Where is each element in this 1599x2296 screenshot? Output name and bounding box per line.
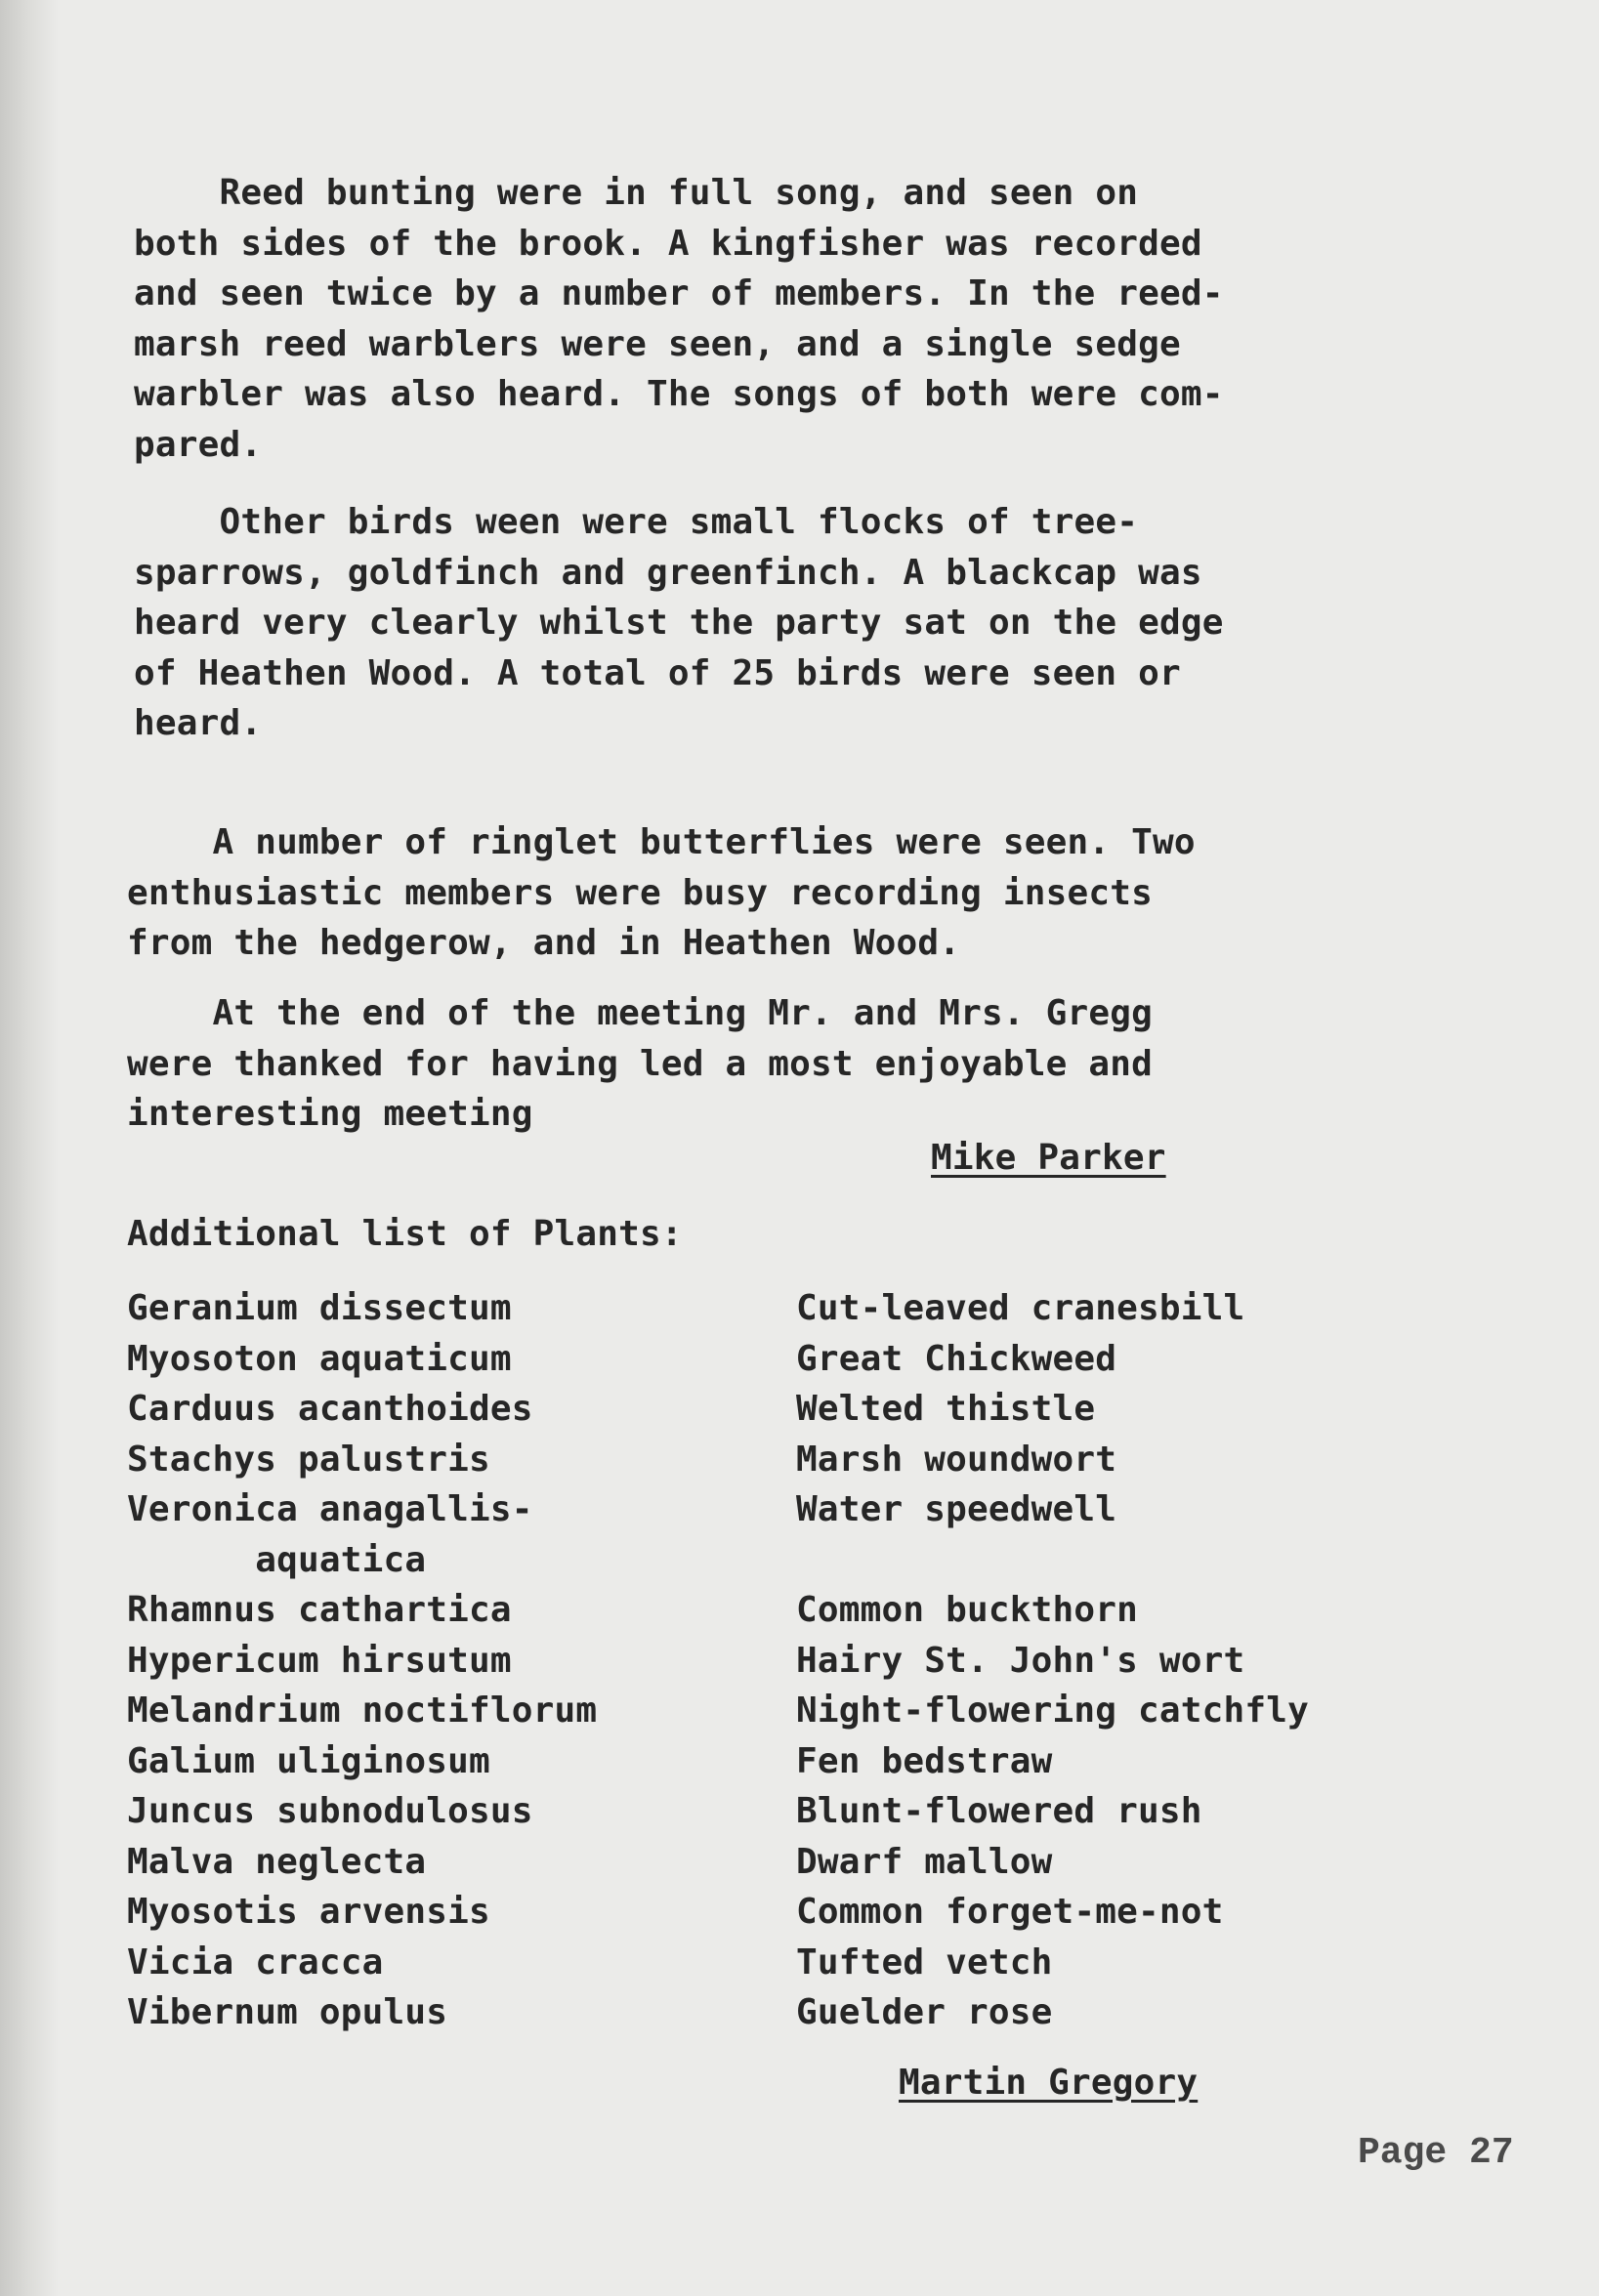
paragraph-end-of-meeting: At the end of the meeting Mr. and Mrs. Gregg were thanked for having led a most enjoyable and interesting meeting — [127, 993, 1153, 1134]
plant-list-heading: Additional list of Plants: — [127, 1214, 683, 1254]
binding-shadow — [0, 0, 59, 2296]
paragraph-butterflies: A number of ringlet butterflies were seen. Two enthusiastic members were busy recording insects from the hedgerow, and in Heathen Wood. — [127, 822, 1196, 963]
signature-mike-parker: Mike Parker — [931, 1138, 1166, 1178]
paragraph-other-birds: Other birds ween were small flocks of tree- sparrows, goldfinch and greenfinch. A blackcap was heard very clearly whilst the party sat on the edge of Heathen Wood. A total of 25 birds were seen or heard. — [134, 502, 1224, 743]
plant-list-common-names: Cut-leaved cranesbill Great Chickweed Welted thistle Marsh woundwort Water speedwell Common buckthorn Hairy St. John's wort Night-flowering catchfly Fen bedstraw Blunt-flowered rush Dwarf mallow Common forget-me-not Tufted vetch Guelder rose — [796, 1288, 1309, 2032]
paragraph-reed-bunting: Reed bunting were in full song, and seen on both sides of the brook. A kingfisher was recorded and seen twice by a number of members. In the reed- marsh reed warblers were seen, and a single sedge warbler was also heard. The songs of both were com- pared. — [134, 173, 1224, 465]
signature-martin-gregory: Martin Gregory — [899, 2063, 1199, 2103]
page-number: Page 27 — [1358, 2132, 1514, 2174]
plant-list-latin-names: Geranium dissectum Myosoton aquaticum Carduus acanthoides Stachys palustris Veronica anagallis- aquatica Rhamnus cathartica Hypericum hirsutum Melandrium noctiflorum Galium uliginosum Juncus subnodulosus Malva neglecta Myosotis arvensis Vicia cracca Vibernum opulus — [127, 1288, 598, 2032]
